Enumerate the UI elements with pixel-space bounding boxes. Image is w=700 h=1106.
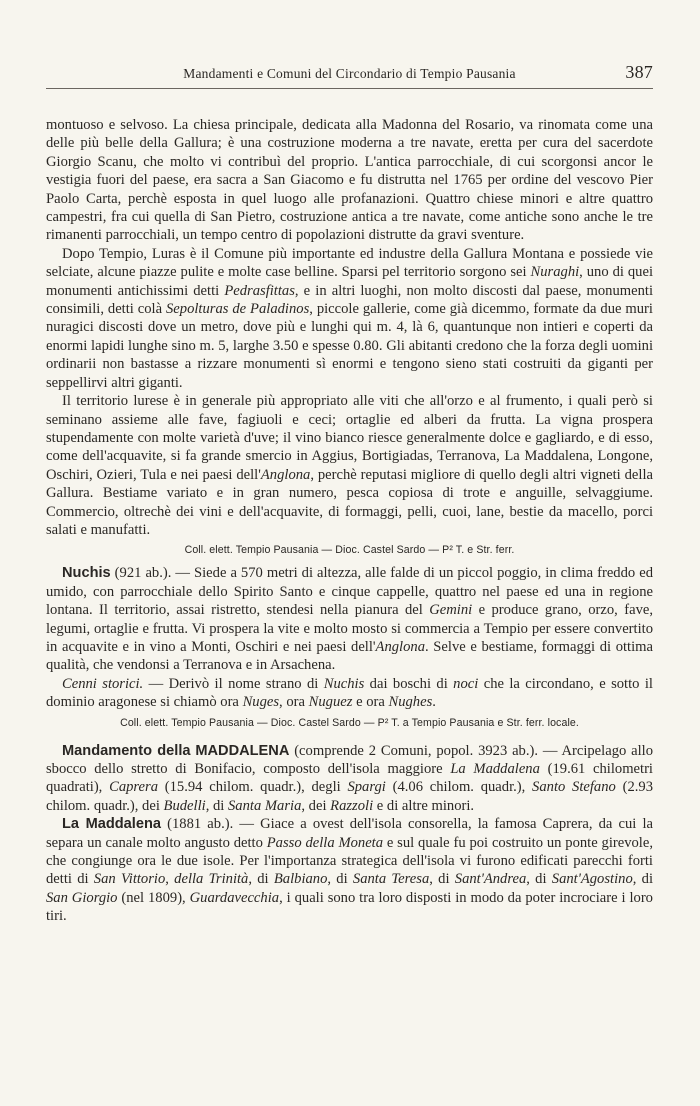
entry-name: Nuchis [62, 565, 111, 582]
electoral-note-nuchis: Coll. elett. Tempio Pausania — Dioc. Castel Sardo — P² T. a Tempio Pausania e Str. ferr. locale. [120, 716, 579, 729]
paragraph-nuchis: Nuchis (921 ab.). — Siede a 570 metri di altezza, alle falde di un piccol poggio, in clima freddo ed umido, con parrocchiale dello Spirito Santo e cinque cappelle, quattro nel paese ed una in regione lontana. Il territorio, assai ristretto, stendesi nella pianura del Gemini e produce grano, orzo, fave, legumi, ortaglie e frutta. Vi prospera la vite e molto mosto si commercia a Tempio per essere convertito in acquavite e in vino a Monti, Oschiri e nei paesi dell'Anglona. Selve e bestiame, formaggi di ottima qualità, che vendonsi a Terranova e in Arsachena. [46, 565, 653, 674]
page-number: 387 [625, 62, 653, 82]
page-body [46, 116, 653, 926]
section-heading-name: MADDALENA [195, 742, 290, 759]
paragraph-historical-notes: Cenni storici. — Derivò il nome strano di Nuchis dai boschi di noci che la circondano, e sotto il dominio aragonese si chiamò ora Nuges, ora Nuguez e ora Nughes. [46, 675, 653, 711]
paragraph-mandamento: Mandamento della MADDALENA (comprende 2 Comuni, popol. 3923 ab.). — Arcipelago allo sbocco dello stretto di Bonifacio, composto dell'isola maggiore La Maddalena (19.61 chilometri quadrati), Caprera (15.94 chilom. quadr.), degli Spargi (4.06 chilom. quadr.), Santo Stefano (2.93 chilom. quadr.), dei Budelli, di Santa Maria, dei Razzoli e di altre minori. [46, 742, 654, 814]
header-title: Mandamenti e Comuni del Circondario di Tempio Pausania [183, 66, 516, 81]
paragraph-luras: Dopo Tempio, Luras è il Comune più importante ed industre della Gallura Montana e possiede vie selciate, alcune piazze pulite e molte case belline. Sparsi pel territorio sorgono sei Nuraghi, uno di quei monumenti antichissimi detti Pedrasfittas, e in altri luoghi, non molto discosti dal paese, monumenti consimili, detti colà Sepolturas de Paladinos, piccole gallerie, come già dicemmo, formate da due muri nuragici discosti dove un metro, dove più e lunghi qui m. 4, là 6, quantunque non intieri e coperti da enormi lapidi lunghe sino m. 5, larghe 3.50 e spesse 0.80. Gli abitanti credono che la forza degli uomini ordinarii non bastasse a rizzare monumenti sì enormi e tengono sieno stati costruiti da giganti per seppellirvi altri giganti. [46, 245, 654, 391]
paragraph-territory: Il territorio lurese è in generale più appropriato alle viti che all'orzo e al frumento, i quali però si seminano assieme alle fave, fagiuoli e ceci; ortaglie ed alberi da frutta. La vigna prospera stupendamente con molte varietà d'uve; il vino bianco riesce generalmente dolce e gagliardo, e di esso, come dell'acquavite, si fa grande smercio in Aggius, Bortigiadas, Terranova, La Maddalena, Longone, Oschiri, Ozieri, Tula e nei paesi dell'Anglona, perchè reputasi migliore di quello degli altri vigneti della Gallura. Bestiame variato e in gran numero, pesca copiosa di trote e anguille, selvaggiume. Commercio, oltrechè dei vini e dell'acquavite, di formaggi, pelli, cuoi, lane, bestie da macello, porci salati e manufatti. [46, 393, 653, 538]
running-header [46, 58, 653, 89]
electoral-note-luras: Coll. elett. Tempio Pausania — Dioc. Castel Sardo — P² T. e Str. ferr. [184, 544, 515, 557]
paragraph-la-maddalena: La Maddalena (1881 ab.). — Giace a ovest dell'isola consorella, la famosa Caprera, da cui la separa un canale molto angusto detto Passo della Moneta e sul quale fu poi costruito un ponte girevole, che congiunge ora le due isole. Per l'importanza strategica dell'isola vi furono edificati parecchi forti detti di San Vittorio, della Trinità, di Balbiano, di Santa Teresa, di Sant'Andrea, di Sant'Agostino, di San Giorgio (nel 1809), Guardavecchia, i quali sono tra loro disposti in modo da poter incrociare i loro tiri. [46, 816, 654, 925]
entry-name: La Maddalena [62, 816, 161, 833]
section-label: Cenni storici. [62, 675, 144, 692]
paragraph-church: montuoso e selvoso. La chiesa principale, dedicata alla Madonna del Rosario, va rinomata come una delle più belle della Gallura; è una costruzione moderna a tre navate, eretta per cura del sacerdote Giorgio Scanu, che molto vi contribuì del proprio. L'antica parrocchiale, di cui scorgonsi ancor le vestigia fuori del paese, era sacra a San Giacomo e fu distrutta nel 1765 per ordine del vescovo Pier Paolo Carta, perchè esposta in quel luogo alle profanazioni. Quattro chiese minori e altre quattro campestri, fra cui quella di San Pietro, costruzione antica a tre navate, come antiche sono anche le tre rimanenti parrocchiali, un tempo centro di popolazioni distrutte da gravi sventure. [46, 117, 653, 244]
section-heading: Mandamento della [62, 742, 191, 759]
